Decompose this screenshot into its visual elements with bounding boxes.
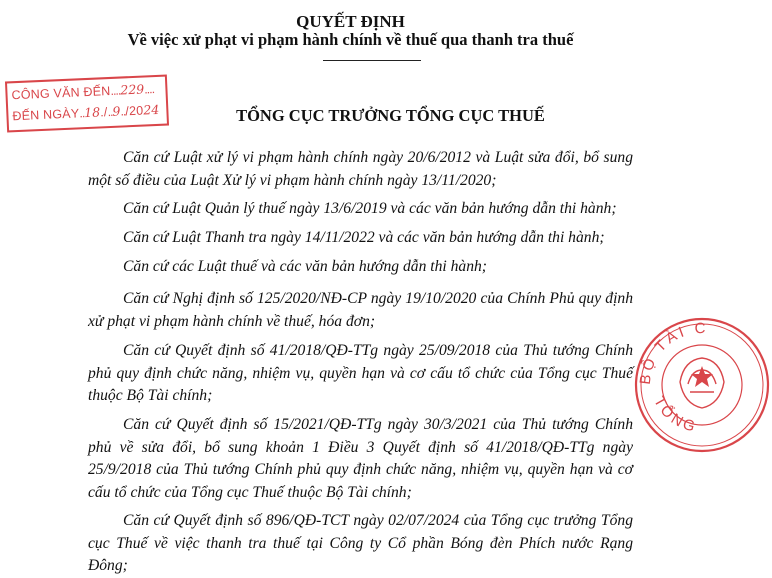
document-heading: QUYẾT ĐỊNH bbox=[296, 12, 405, 31]
stamp-label-incoming: CÔNG VĂN ĐẾN bbox=[11, 83, 111, 103]
stamp-month: 9 bbox=[112, 103, 121, 119]
stamp-line-2: ĐẾN NGÀY..18./..9../2024 bbox=[12, 101, 160, 124]
stamp-year-prefix: /20 bbox=[125, 103, 144, 119]
seal-text-top: BỘ TÀI C bbox=[636, 319, 709, 386]
legal-basis-paragraph: Căn cứ Quyết định số 896/QĐ-TCT ngày 02/07/2024 của Tổng cục trưởng Tổng cục Thuế về việc thanh tra thuế tại Công ty Cổ phần Bóng đèn Phích nước Rạng Đông; bbox=[88, 512, 633, 574]
stamp-dots: .... bbox=[143, 82, 155, 97]
stamp-dots: .... bbox=[110, 83, 121, 98]
legal-basis-paragraph: Căn cứ các Luật thuế và các văn bản hướng dẫn thi hành; bbox=[123, 258, 488, 275]
official-seal-icon bbox=[632, 300, 772, 460]
stamp-year-suffix: 24 bbox=[142, 101, 160, 118]
stamp-doc-number: 229 bbox=[119, 81, 145, 98]
document-subheading: Về việc xử phạt vi phạm hành chính về thuế qua thanh tra thuế bbox=[127, 30, 574, 49]
official-seal bbox=[632, 300, 709, 460]
stamp-day: 18 bbox=[83, 104, 101, 121]
seal-text-bottom: TỔNG bbox=[650, 393, 700, 437]
svg-text:TỔNG bbox=[650, 394, 699, 436]
title-underline bbox=[323, 60, 421, 61]
stamp-label-date: ĐẾN NGÀY bbox=[12, 106, 80, 124]
legal-basis-paragraph: Căn cứ Luật Quản lý thuế ngày 13/6/2019 và các văn bản hướng dẫn thi hành; bbox=[123, 200, 617, 217]
legal-basis-paragraph: Căn cứ Luật Thanh tra ngày 14/11/2022 và các văn bản hướng dẫn thi hành; bbox=[123, 229, 605, 246]
legal-basis-paragraph: Căn cứ Luật xử lý vi phạm hành chính ngày 20/6/2012 và Luật sửa đổi, bổ sung một số điều của Luật Xử lý vi phạm hành chính ngày 13/11/2020; bbox=[88, 149, 633, 189]
stamp-sep: / bbox=[103, 105, 108, 120]
legal-basis-paragraph: Căn cứ Quyết định số 41/2018/QĐ-TTg ngày 25/09/2018 của Thủ tướng Chính phủ quy định chức năng, nhiệm vụ, quyền hạn và cơ cấu tổ chức của Tổng cục Thuế thuộc Bộ Tài chính; bbox=[88, 342, 633, 404]
legal-basis-paragraph: Căn cứ Nghị định số 125/2020/NĐ-CP ngày 19/10/2020 của Chính Phủ quy định xử phạt vi phạm hành chính về thuế, hóa đơn; bbox=[88, 290, 633, 330]
issuing-authority: TỔNG CỤC TRƯỞNG TỔNG CỤC THUẾ bbox=[236, 106, 545, 125]
legal-basis-paragraph: Căn cứ Quyết định số 15/2021/QĐ-TTg ngày 30/3/2021 của Thủ tướng Chính phủ về sửa đổi, bổ sung khoản 1 Điều 3 Quyết định số 41/2018/QĐ-TTg ngày 25/9/2018 của Thủ tướng Chính phủ quy định chức năng, nhiệm vụ, quyền hạn và cơ cấu tổ chức của Tổng cục Thuế thuộc Bộ Tài chính; bbox=[88, 416, 633, 501]
stamp-line-1 bbox=[11, 81, 154, 102]
received-stamp bbox=[5, 74, 169, 132]
